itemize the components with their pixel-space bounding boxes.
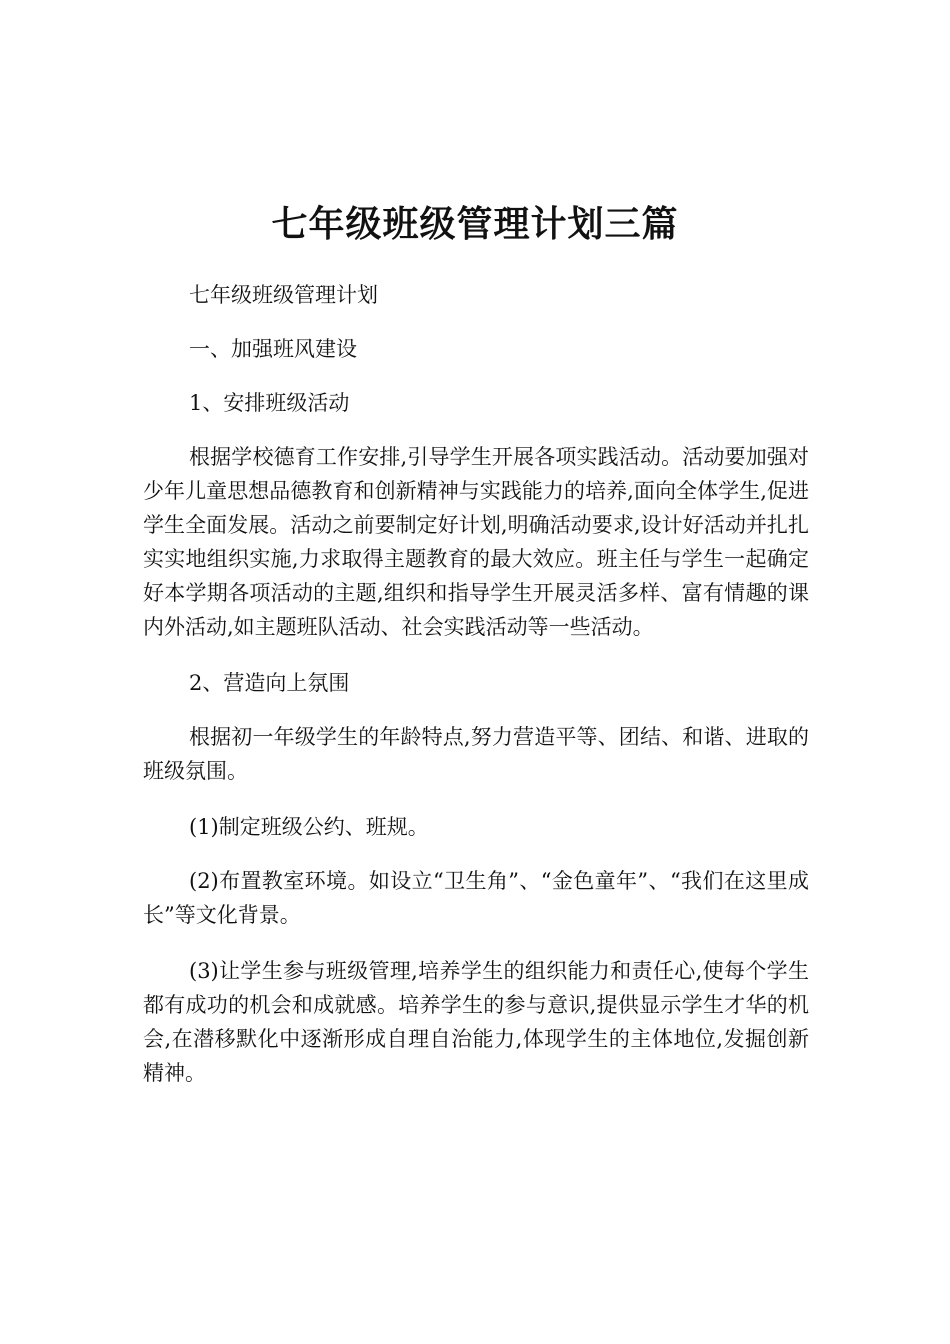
document-body: [143, 278, 809, 1112]
paragraph-activities: 根据学校德育工作安排,引导学生开展各项实践活动。活动要加强对少年儿童思想品德教育和创新精神与实践能力的培养,面向全体学生,促进学生全面发展。活动之前要制定好计划,明确活动要求,设计好活动并扎扎实实地组织实施,力求取得主题教育的最大效应。班主任与学生一起确定好本学期各项活动的主题,组织和指导学生开展灵活多样、富有情趣的课内外活动,如主题班队活动、社会实践活动等一些活动。: [143, 445, 809, 639]
document-title: 七年级班级管理计划三篇: [271, 204, 679, 245]
section-heading-1: 一、加强班风建设: [189, 337, 357, 361]
paragraph-atmosphere: 根据初一年级学生的年龄特点,努力营造平等、团结、和谐、进取的班级氛围。: [143, 725, 809, 783]
subsection-heading-2: 2、营造向上氛围: [189, 671, 350, 695]
section-title: 七年级班级管理计划: [189, 283, 378, 307]
list-item-1: (1)制定班级公约、班规。: [189, 815, 429, 839]
subsection-heading-1: 1、安排班级活动: [189, 391, 350, 415]
list-item-2: (2)布置教室环境。如设立“卫生角”、“金色童年”、“我们在这里成长”等文化背景。: [143, 869, 809, 927]
list-item-3: (3)让学生参与班级管理,培养学生的组织能力和责任心,使每个学生都有成功的机会和成就感。培养学生的参与意识,提供显示学生才华的机会,在潜移默化中逐渐形成自理自治能力,体现学生的主体地位,发掘创新精神。: [143, 959, 809, 1085]
